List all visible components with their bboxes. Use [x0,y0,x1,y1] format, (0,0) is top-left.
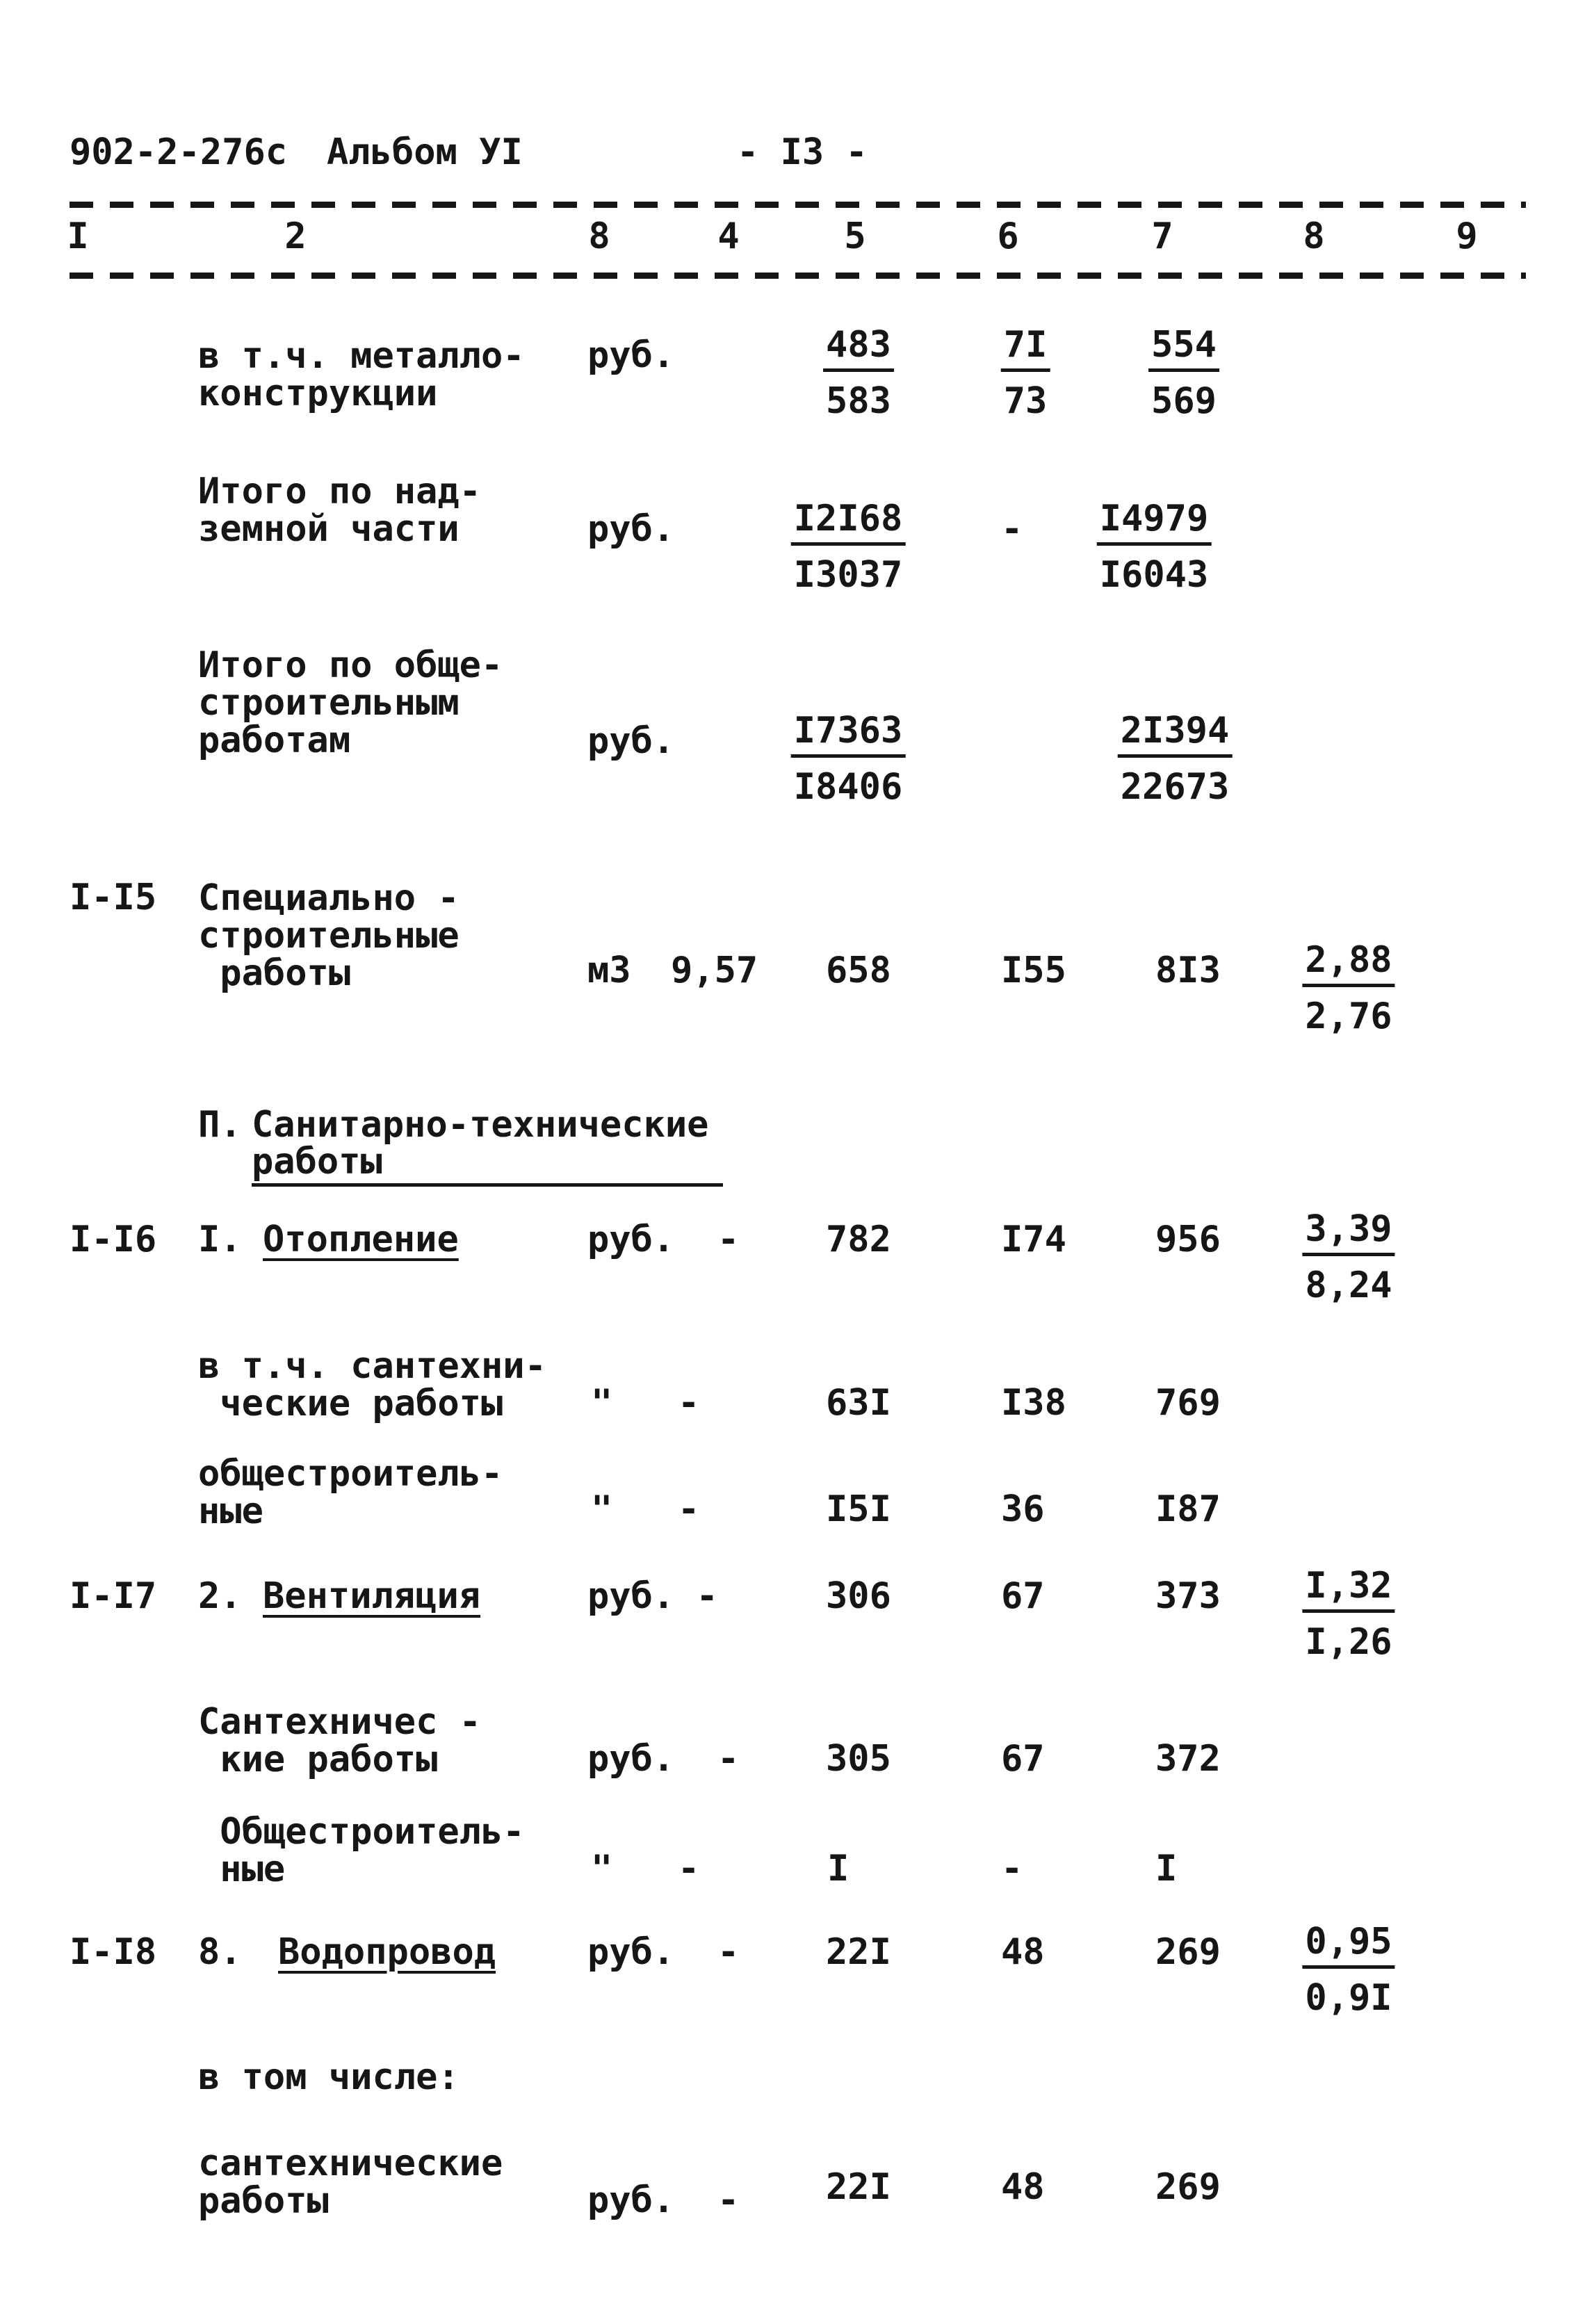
bottom-dash-rule [70,273,1526,279]
col-header-8: 8 [1303,216,1325,257]
cell-col5: 22I [826,1931,891,1973]
row-label: в т.ч. металло- конструкции [198,335,525,414]
row-unit: руб. - [587,1575,718,1617]
fraction-col7: $\frac{2I394}{22673}$ [1118,713,1233,805]
row-label: общестроитель- ные [198,1453,503,1532]
cell-col5: I [827,1848,849,1890]
fraction-col7: $\frac{I4979}{I6043}$ [1097,501,1212,593]
row-label: в т.ч. сантехни- ческие работы [198,1345,546,1424]
cell-col5: 22I [826,2166,891,2208]
cell-col6: 36 [1001,1488,1045,1530]
cell-col4: 9,57 [671,950,758,991]
col-header-9: 9 [1456,216,1478,257]
row-unit: " [591,1848,613,1890]
row-label: Общестроитель- ные [220,1811,525,1890]
cell-col7: 372 [1155,1738,1221,1780]
fraction-col5: $\frac{483}{583}$ [823,327,894,419]
row-unit: руб. [587,720,675,762]
fraction-col8: $\frac{I,32}{I,26}$ [1302,1568,1395,1660]
fraction-col7: $\frac{554}{569}$ [1148,327,1219,419]
cell-col6: I55 [1001,950,1066,991]
cell-col6: 67 [1001,1738,1045,1780]
fraction-col5: $\frac{I2I68}{I3037}$ [791,501,906,593]
cell-col6: - [1001,508,1023,550]
cell-col5: 306 [826,1575,891,1617]
section-underline [252,1183,723,1187]
row-label: Сантехничес - кие работы [198,1701,481,1780]
cell-col6: 48 [1001,2166,1045,2208]
cell-col5: I5I [826,1488,891,1530]
col-header-5: 5 [844,216,866,257]
cell-col4: - [678,1488,700,1530]
cell-col4: - [717,1738,740,1780]
cell-col5: 305 [826,1738,891,1780]
row-code: I-I6 [70,1219,157,1260]
row-label: в том числе: [198,2056,460,2098]
cell-col7: 269 [1155,1931,1221,1973]
cell-col7: 769 [1155,1382,1221,1424]
col-header-7: 7 [1151,216,1173,257]
cell-col5: 63I [826,1382,891,1424]
row-label: Вентиляция [263,1575,481,1617]
row-label: Специально - строительные работы [198,877,460,994]
item-number: 2. [198,1575,242,1617]
cell-col6: 48 [1001,1931,1045,1973]
cell-col4: - [717,1219,740,1260]
row-unit: руб. [587,334,675,376]
section-title-line2: работы [252,1141,382,1183]
cell-col7: 956 [1155,1219,1221,1260]
cell-col7: 373 [1155,1575,1221,1617]
fraction-col8: $\frac{0,95}{0,9I}$ [1302,1924,1395,2016]
row-unit: м3 [587,950,631,991]
fraction-col6: $\frac{7I}{73}$ [1001,327,1050,419]
page-number: - I3 - [737,131,868,173]
col-header-4: 4 [717,216,740,257]
section-title: Санитарно-технические [252,1104,709,1146]
cell-col4: - [678,1848,700,1890]
row-unit: " [591,1382,613,1424]
cell-col4: - [717,1931,740,1973]
row-unit: руб. [587,2179,675,2221]
fraction-col5: $\frac{I7363}{I8406}$ [791,713,906,805]
row-label: Итого по обще- строительным работам [198,644,503,761]
col-header-2: 2 [284,216,307,257]
row-unit: руб. [587,1931,675,1973]
row-unit: руб. [587,508,675,550]
item-number: 8. [198,1931,242,1973]
row-code: I-I7 [70,1575,157,1617]
cell-col5: 658 [826,950,891,991]
cell-col7: 269 [1155,2166,1221,2208]
row-code: I-I5 [70,877,157,918]
row-label: сантехнические работы [198,2143,503,2222]
row-code: I-I8 [70,1931,157,1973]
cell-col6: - [1001,1848,1023,1890]
row-unit: руб. [587,1738,675,1780]
doc-code: 902-2-276с [70,131,288,173]
cell-col6: I74 [1001,1219,1066,1260]
cell-col4: - [717,2179,740,2221]
row-label: Отопление [263,1219,459,1260]
cell-col7: 8I3 [1155,950,1221,991]
row-unit: " [591,1488,613,1530]
row-label: Итого по над- земной части [198,471,481,550]
cell-col7: I [1155,1848,1178,1890]
cell-col7: I87 [1155,1488,1221,1530]
cell-col6: I38 [1001,1382,1066,1424]
section-number: П. [198,1104,242,1146]
col-header-1: I [67,216,89,257]
col-header-6: 6 [997,216,1019,257]
cell-col5: 782 [826,1219,891,1260]
col-header-3: 8 [588,216,610,257]
fraction-col8: $\frac{2,88}{2,76}$ [1302,942,1395,1034]
cell-col6: 67 [1001,1575,1045,1617]
row-unit: руб. [587,1219,675,1260]
item-number: I. [198,1219,242,1260]
album-label: Альбом УІ [327,131,523,173]
top-dash-rule [70,202,1526,208]
row-label: Водопровод [278,1931,496,1973]
fraction-col8: $\frac{3,39}{8,24}$ [1302,1211,1395,1303]
cell-col4: - [678,1382,700,1424]
